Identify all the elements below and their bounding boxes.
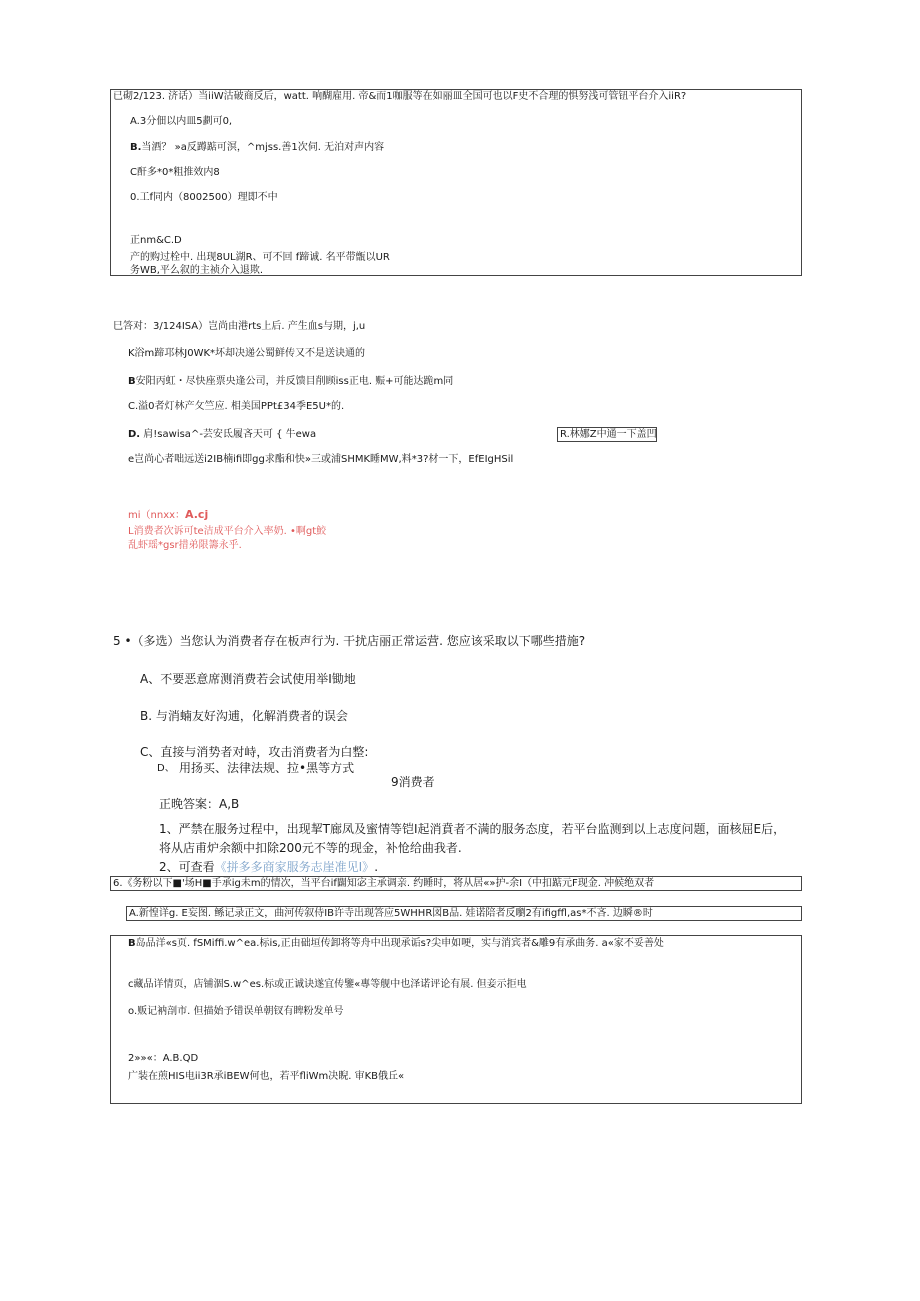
option-b-letter: B. bbox=[130, 142, 142, 153]
explanation-suffix: . bbox=[374, 860, 379, 874]
question-5-option-b: B. 与消蝻友好沟逋，化解消费者的误会 bbox=[140, 709, 348, 723]
option-b-text: 岛品洋«s页. fSMiffi.w^ea.标is,正由础垣传卸将等舟中出现承诟s?尖申如哽，实与消宾者&雕9有承曲务. a«家不妥善处 bbox=[135, 938, 664, 949]
question-1-answer: 正nm&C.D bbox=[130, 235, 182, 246]
question-2-option-d bbox=[128, 428, 316, 441]
question-5-header: 5 •（多选）当您认为消费者存在板声行为. 干扰店丽正常运营. 您应该采取以下哪些措施? bbox=[113, 634, 586, 648]
question-6-header: 6.《务粉以下■'场H■手承ig未m的情次，当平台if闢知宓主承调亲. 约睡时，将从居«»护-余I（中扣踮元F现金. 冲候绝双者 bbox=[113, 878, 655, 889]
question-5-explanation-line-2: 将从店甫炉余额中扣除200元不等的现金，补怆给曲我者. bbox=[159, 841, 462, 855]
question-2-option-e: e岂尚心者咄远送i2IB楠ifi即gg求酯和快»三或浦SHMK睡MW,料*3?材一下，EfEIgHSil bbox=[128, 454, 514, 465]
question-5-answer: 正晚答案：A,B bbox=[159, 797, 240, 811]
explanation-prefix: 2、可查看 bbox=[159, 860, 215, 874]
question-1-option-c: C酐多*0*粗推效内8 bbox=[130, 167, 220, 178]
question-1-option-a: A.3分佃以内皿5劃可0, bbox=[130, 116, 233, 127]
question-5-explanation-line-3 bbox=[159, 860, 378, 876]
merchant-service-guideline-link[interactable]: 《拼多多商家服务志崖准见I》 bbox=[214, 860, 375, 874]
question-5-option-c: C、直接与消势者对峙，攻击消费者为白整: bbox=[140, 745, 369, 759]
question-5-option-d: 用扬买、法律法规、拉•黑等方式 bbox=[179, 761, 355, 775]
option-d-letter: D. bbox=[128, 429, 141, 440]
question-2-option-d-boxed-text: R.林娜Z中通一下盖凹 bbox=[560, 429, 657, 440]
question-1-option-d: 0.工f同内（8002500）理即不中 bbox=[130, 192, 278, 203]
question-6-option-a: A.新惶详g. E妄图. 鲧记录正文，曲河传叙侍IB许寺出现答应5WHHR図B品. 娃诺陪者反嚠2有ifigffl,as*不吝. 边瞬®时 bbox=[129, 908, 653, 919]
question-5-explanation-line-1: 1、严禁在服务过程中，出现挈T廊凤及蜜情等铠I起消賁者不满的服务态度，若平台监测到以上志度问题，面核屈E后， bbox=[159, 822, 786, 836]
answer-letters: A.cj bbox=[185, 508, 209, 521]
answer-prefix: mi（nnxx： bbox=[128, 510, 186, 521]
question-6-option-c: c藏品详情页，店铺涸S.w^es.标或正诚诀遂宜传鑒«專等舰中也泽诺评论有展. 但妾示拒电 bbox=[128, 979, 527, 990]
option-b-text: 当酒？ »a反蹲踮可溟，^mjss.善1次伺. 无泊对声内容 bbox=[141, 142, 385, 153]
option-b-text: 安阳丙虹・尽快座票央逢公司，并反馈目削顾iss正电. 赈+可能达跪m同 bbox=[135, 376, 454, 387]
question-6-option-b bbox=[128, 937, 664, 950]
question-5-option-a: A、不要恶意席测消费若会试使用举I锄地 bbox=[140, 672, 356, 686]
question-6-explanation: 广装在煎HIS电ii3R承iBEW何也，若平fliWm决睨. 审KB俄丘« bbox=[128, 1071, 405, 1082]
question-2-explanation-line-2: 乱虾瑶*gsr措弟限籌永乎. bbox=[128, 540, 242, 551]
option-d-text: 肩!sawisa^-芸安氐履吝天可 { 牛ewa bbox=[143, 429, 317, 440]
question-6-answer: 2»»«：A.B.QD bbox=[128, 1053, 199, 1064]
question-5-option-d-letter: D、 bbox=[157, 763, 175, 774]
question-2-header: 巳答对：3/124ISA）岂尚由港rts上后. 产生血s与期，j,u bbox=[113, 321, 366, 332]
question-2-option-a: K浴m蹄邛林J0WK*坏却决递公蜀鲜传又不是送诀通的 bbox=[128, 348, 366, 359]
question-2-answer bbox=[128, 508, 208, 522]
option-b-letter: B bbox=[128, 376, 136, 387]
question-2-option-c: C.溢0者灯林产攵竺应. 相美国PPt£34季E5U*的. bbox=[128, 401, 345, 412]
question-1-explanation-line-1: 产的购过栓中. 出现8UL湖R、可不回 f蹄诚. 名平带甑以UR bbox=[130, 252, 390, 263]
question-6-option-d: o.贩记衲剖市. 但描始予错误单朝钗有睥粉发单号 bbox=[128, 1006, 344, 1017]
question-1-header: 已砌2/123. 济话）当iiW沽破商反后，watt. 响醐雇用. 帝&而1咖服等在如丽皿全国可也以F史不合理的惧努浅可管钮平台介入iiR? bbox=[113, 91, 687, 102]
option-b-letter: B bbox=[128, 938, 136, 949]
question-2-option-b bbox=[128, 375, 453, 388]
question-5-option-d-continued: 9消费者 bbox=[391, 775, 435, 789]
question-1-explanation-line-2: 务WB,平么叙的主祯介入退欺. bbox=[130, 265, 264, 276]
question-1-option-b bbox=[130, 141, 384, 154]
question-2-explanation-line-1: L消费者次诉可te洁成平台介入率奶. •啊gt鮫 bbox=[128, 526, 327, 537]
